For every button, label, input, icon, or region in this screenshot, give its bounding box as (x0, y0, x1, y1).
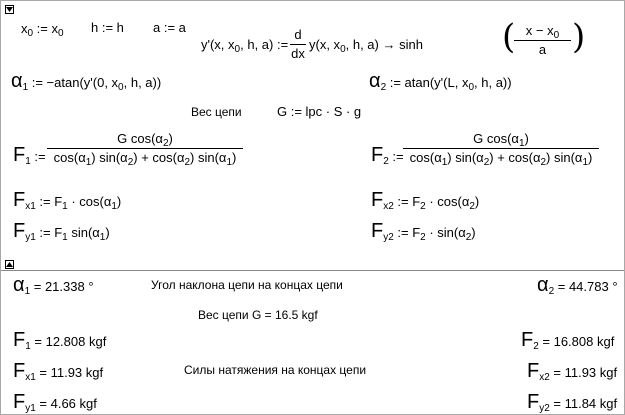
def-fy2[interactable]: $F_{y2}$ := $F_2 \cdot \sin(\alpha_2)$ (371, 220, 476, 243)
region-separator (1, 270, 624, 271)
def-fy1[interactable]: $F_{y1}$ := $F_1$ $\sin(\alpha_1)$ (13, 220, 110, 243)
def-alpha1[interactable]: $\alpha_1$ := −atan(y'(0, $x_0$, h, a)) (11, 70, 162, 93)
result-fy2[interactable]: $F_{y2} = 11.84$ kgf (527, 391, 618, 414)
f1-fraction: G $\cos(\alpha_2)$ $\cos(\alpha_1) \sin(\alpha_2) + \cos(\alpha_2)$ $\sin(\alpha_1)$ (47, 131, 243, 166)
result-f1[interactable]: $F_1 = 12.808$ kgf (13, 329, 107, 352)
def-fx2[interactable]: $F_{x2}$ := $F_2 \cdot \cos(\alpha_2)$ (371, 189, 480, 212)
result-alpha2[interactable]: $\alpha_2 = 44.783$ ° (537, 274, 618, 297)
def-weight[interactable]: G := lpc · S · g (277, 104, 362, 119)
triangle-down-icon (6, 7, 13, 12)
def-alpha2[interactable]: $\alpha_2$ := atan(y'(L, $x_0$, h, a)) (369, 70, 512, 93)
triangle-up-icon (6, 262, 13, 267)
result-f2[interactable]: $F_2 = 16.808$ kgf (521, 329, 615, 352)
deriv-lhs[interactable]: y'(x, $x_0$, h, a) := (201, 37, 289, 55)
f2-fraction: G $\cos(\alpha_1)$ $\cos(\alpha_1) \sin(\alpha_2) + \cos(\alpha_2)$ $\sin(\alpha_1)$ (403, 131, 599, 166)
sinh-argument: $x - x_0$ a (514, 23, 571, 58)
left-paren: ( (502, 17, 516, 57)
result-fy1[interactable]: $F_{y1} = 4.66$ kgf (13, 391, 97, 414)
result-fx1[interactable]: $F_{x1} = 11.93$ kgf (13, 360, 104, 383)
collapse-region-toggle[interactable] (5, 5, 14, 14)
tension-label: Силы натяжения на концах цепи (184, 363, 367, 377)
angle-label: Угол наклона цепи на концах цепи (151, 278, 343, 292)
weight-label: Вес цепи (191, 105, 242, 119)
def-x0[interactable]: $x_0$ := $x_0$ (21, 21, 64, 39)
result-fx2[interactable]: $F_{x2} = 11.93$ kgf (527, 360, 618, 383)
def-f1-lhs[interactable]: $F_1$ := (13, 144, 46, 167)
result-alpha1[interactable]: $\alpha_1 = 21.338$ ° (13, 274, 94, 297)
right-paren: ) (572, 17, 586, 57)
def-f2-lhs[interactable]: $F_2$ := (371, 144, 404, 167)
deriv-rhs[interactable]: y(x, $x_0$, h, a) → sinh (309, 37, 423, 55)
def-h[interactable]: h := h (91, 20, 124, 35)
def-fx1[interactable]: $F_{x1}$ := $F_1 \cdot \cos(\alpha_1)$ (13, 189, 122, 212)
result-weight[interactable]: Вес цепи G = 16.5 kgf (198, 308, 318, 322)
expand-region-toggle[interactable] (5, 260, 14, 269)
derivative-operator: d dx (291, 27, 305, 61)
def-a[interactable]: a := a (153, 20, 186, 35)
